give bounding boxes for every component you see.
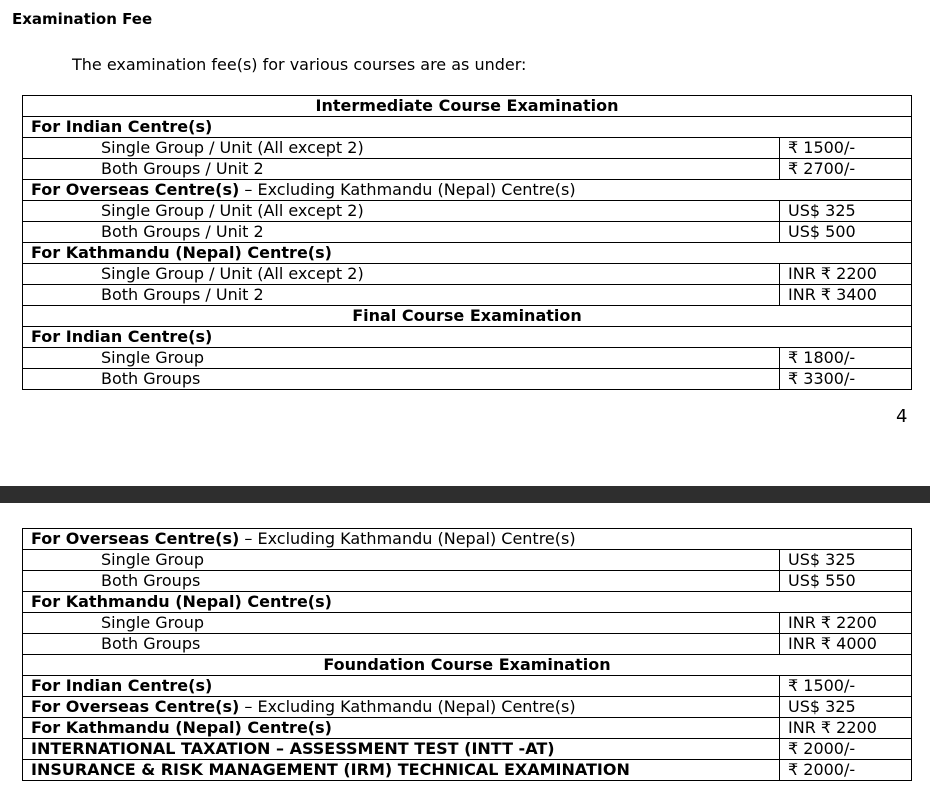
label-text: For Overseas Centre(s) [31,697,240,716]
fee-label [23,571,780,592]
centre-group-label [23,243,912,264]
label-text: Single Group / Unit (All except 2) [101,138,364,157]
fee-label [23,201,780,222]
label-text: Both Groups [101,634,201,653]
course-heading: Final Course Examination [23,306,912,327]
centre-group-label [23,117,912,138]
table-section-heading [23,655,912,676]
fee-amount: INR ₹ 2200 [780,264,912,285]
table-section-heading [23,96,912,117]
fee-label [23,159,780,180]
label-note: – Excluding Kathmandu (Nepal) Centre(s) [239,529,576,548]
fee-label [23,285,780,306]
fee-amount: ₹ 1500/- [780,138,912,159]
page-break-divider [0,486,930,503]
fee-amount: ₹ 1500/- [780,676,912,697]
fee-label [23,634,780,655]
centre-group-label [23,327,912,348]
table-row [23,634,912,655]
label-text: For Indian Centre(s) [31,676,213,695]
table-row [23,285,912,306]
fee-amount: US$ 325 [780,550,912,571]
table-row [23,243,912,264]
table-row [23,760,912,781]
label-text: For Kathmandu (Nepal) Centre(s) [31,718,332,737]
table-row [23,348,912,369]
table-row [23,550,912,571]
section-title: Examination Fee [12,10,153,28]
fee-amount: US$ 500 [780,222,912,243]
fee-label [23,697,780,718]
fee-amount: US$ 325 [780,697,912,718]
label-text: For Kathmandu (Nepal) Centre(s) [31,243,332,262]
table-row [23,676,912,697]
fee-amount: US$ 550 [780,571,912,592]
fee-label [23,718,780,739]
intro-text: The examination fee(s) for various courses are as under: [72,55,527,74]
label-text: Single Group / Unit (All except 2) [101,201,364,220]
table-row [23,697,912,718]
label-text: For Overseas Centre(s) [31,180,240,199]
fee-label [23,676,780,697]
fee-amount: ₹ 2000/- [780,760,912,781]
label-text: Both Groups / Unit 2 [101,222,264,241]
table-row [23,369,912,390]
centre-group-label [23,529,912,550]
table-row [23,222,912,243]
fee-amount: ₹ 2000/- [780,739,912,760]
label-text: INSURANCE & RISK MANAGEMENT (IRM) TECHNICAL EXAMINATION [31,760,630,779]
label-text: Single Group / Unit (All except 2) [101,264,364,283]
fee-label [23,348,780,369]
fee-label [23,760,780,781]
fee-label [23,138,780,159]
label-text: Single Group [101,613,204,632]
table-row [23,613,912,634]
label-text: For Indian Centre(s) [31,117,213,136]
fee-amount: ₹ 1800/- [780,348,912,369]
label-text: For Overseas Centre(s) [31,529,240,548]
centre-group-label [23,180,912,201]
table-row [23,180,912,201]
fee-table-page-1 [22,95,912,390]
fee-amount: INR ₹ 3400 [780,285,912,306]
table-row [23,529,912,550]
fee-amount: INR ₹ 2200 [780,718,912,739]
fee-label [23,264,780,285]
fee-amount: US$ 325 [780,201,912,222]
fee-label [23,550,780,571]
page-number: 4 [896,406,908,427]
table-row [23,592,912,613]
table-row [23,201,912,222]
label-text: Single Group [101,348,204,367]
fee-amount: INR ₹ 4000 [780,634,912,655]
label-text: Both Groups / Unit 2 [101,285,264,304]
fee-amount: ₹ 3300/- [780,369,912,390]
table-row [23,739,912,760]
label-text: For Indian Centre(s) [31,327,213,346]
fee-label [23,739,780,760]
label-text: Both Groups [101,369,201,388]
label-note: – Excluding Kathmandu (Nepal) Centre(s) [239,180,576,199]
label-text: Both Groups / Unit 2 [101,159,264,178]
label-text: For Kathmandu (Nepal) Centre(s) [31,592,332,611]
table-row [23,571,912,592]
label-text: INTERNATIONAL TAXATION – ASSESSMENT TEST (INTT -AT) [31,739,555,758]
table-row [23,718,912,739]
table-row [23,327,912,348]
fee-table-page-2 [22,528,912,781]
label-text: Single Group [101,550,204,569]
table-section-heading [23,306,912,327]
table-row [23,117,912,138]
course-heading: Foundation Course Examination [23,655,912,676]
course-heading: Intermediate Course Examination [23,96,912,117]
table-row [23,159,912,180]
fee-label [23,222,780,243]
fee-amount: ₹ 2700/- [780,159,912,180]
label-text: Both Groups [101,571,201,590]
fee-label [23,369,780,390]
table-row [23,264,912,285]
fee-label [23,613,780,634]
label-note: – Excluding Kathmandu (Nepal) Centre(s) [239,697,576,716]
table-row [23,138,912,159]
fee-amount: INR ₹ 2200 [780,613,912,634]
centre-group-label [23,592,912,613]
